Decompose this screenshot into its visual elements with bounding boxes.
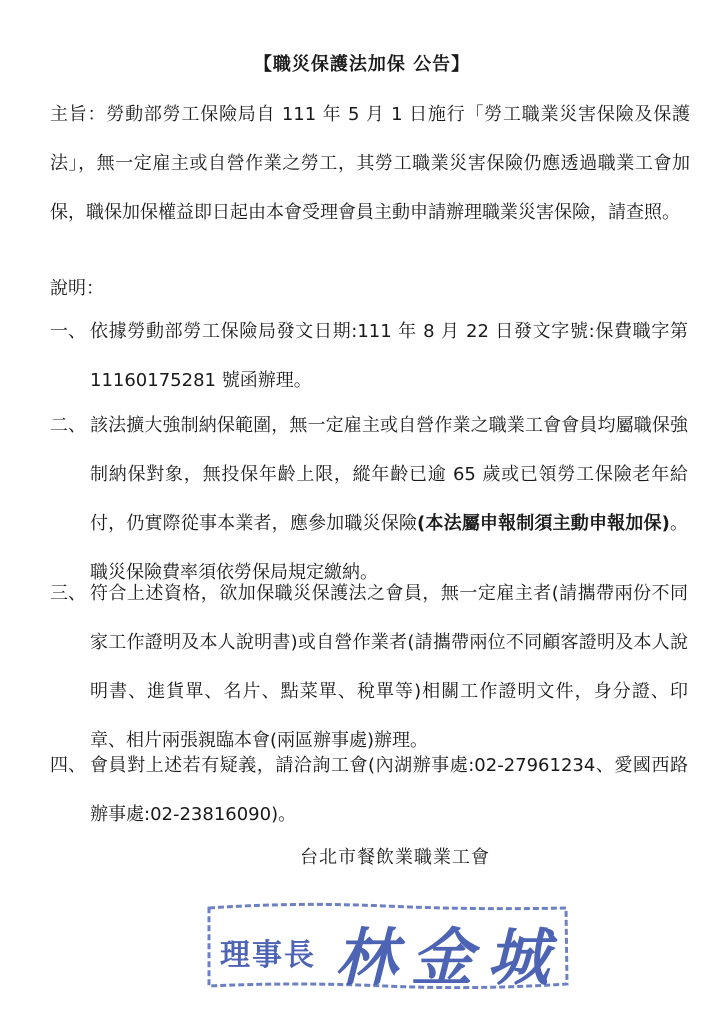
item-text — [90, 401, 688, 597]
subject-label: 主旨： — [50, 104, 107, 125]
item-text-regular: 該法擴大強制納保範圍，無一定雇主或自營作業之職業工會會員均屬職保強制納保對象，無投保年齡上限，縱年齡已逾 65 歲或已領勞工保險老年給付，仍實際從事本業者，應參加職災保險 — [90, 415, 688, 534]
subject-paragraph — [50, 90, 690, 237]
item-text: 符合上述資格，欲加保職災保護法之會員，無一定雇主者(請攜帶兩份不同家工作證明及本人說明書)或自營作業者(請攜帶兩位不同顧客證明及本人說明書、進貨單、名片、點菜單、稅單等)相關工作證明文件，身分證、印章、相片兩張親臨本會(兩區辦事處)辦理。 — [90, 583, 688, 751]
explanation-label: 說明： — [50, 278, 104, 299]
item-number: 一、 — [50, 321, 86, 342]
subject-text: 勞動部勞工保險局自 111 年 5 月 1 日施行「勞工職業災害保險及保護法」，無一定雇主或自營作業之勞工，其勞工職業災害保險仍應透過職業工會加保，職保加保權益即日起由本會受理會員主動申請辦理職業災害保險，請查照。 — [50, 104, 691, 223]
item-text-regular-end: 。職災保險費率須依勞保局規定繳納。 — [90, 513, 689, 583]
organization-name: 台北市餐飲業職業工會 — [300, 847, 490, 868]
item-text-bold: (本法屬申報制須主動申報加保) — [417, 513, 670, 534]
item-text: 會員對上述若有疑義，請洽詢工會(內湖辦事處:02-27961234、愛國西路辦事處:02-23816090)。 — [90, 755, 688, 825]
item-number: 三、 — [50, 583, 86, 604]
item-number: 二、 — [50, 415, 86, 436]
item-text: 依據勞動部勞工保險局發文日期:111 年 8 月 22 日發文字號:保費職字第 11160175281 號函辦理。 — [90, 321, 688, 391]
seal-name: 林金城 — [335, 921, 564, 994]
item-number: 四、 — [50, 755, 86, 776]
chairman-seal — [205, 900, 570, 992]
seal-title: 理事長 — [220, 938, 316, 973]
document-title: 【職災保護法加保 公告】 — [253, 54, 471, 75]
